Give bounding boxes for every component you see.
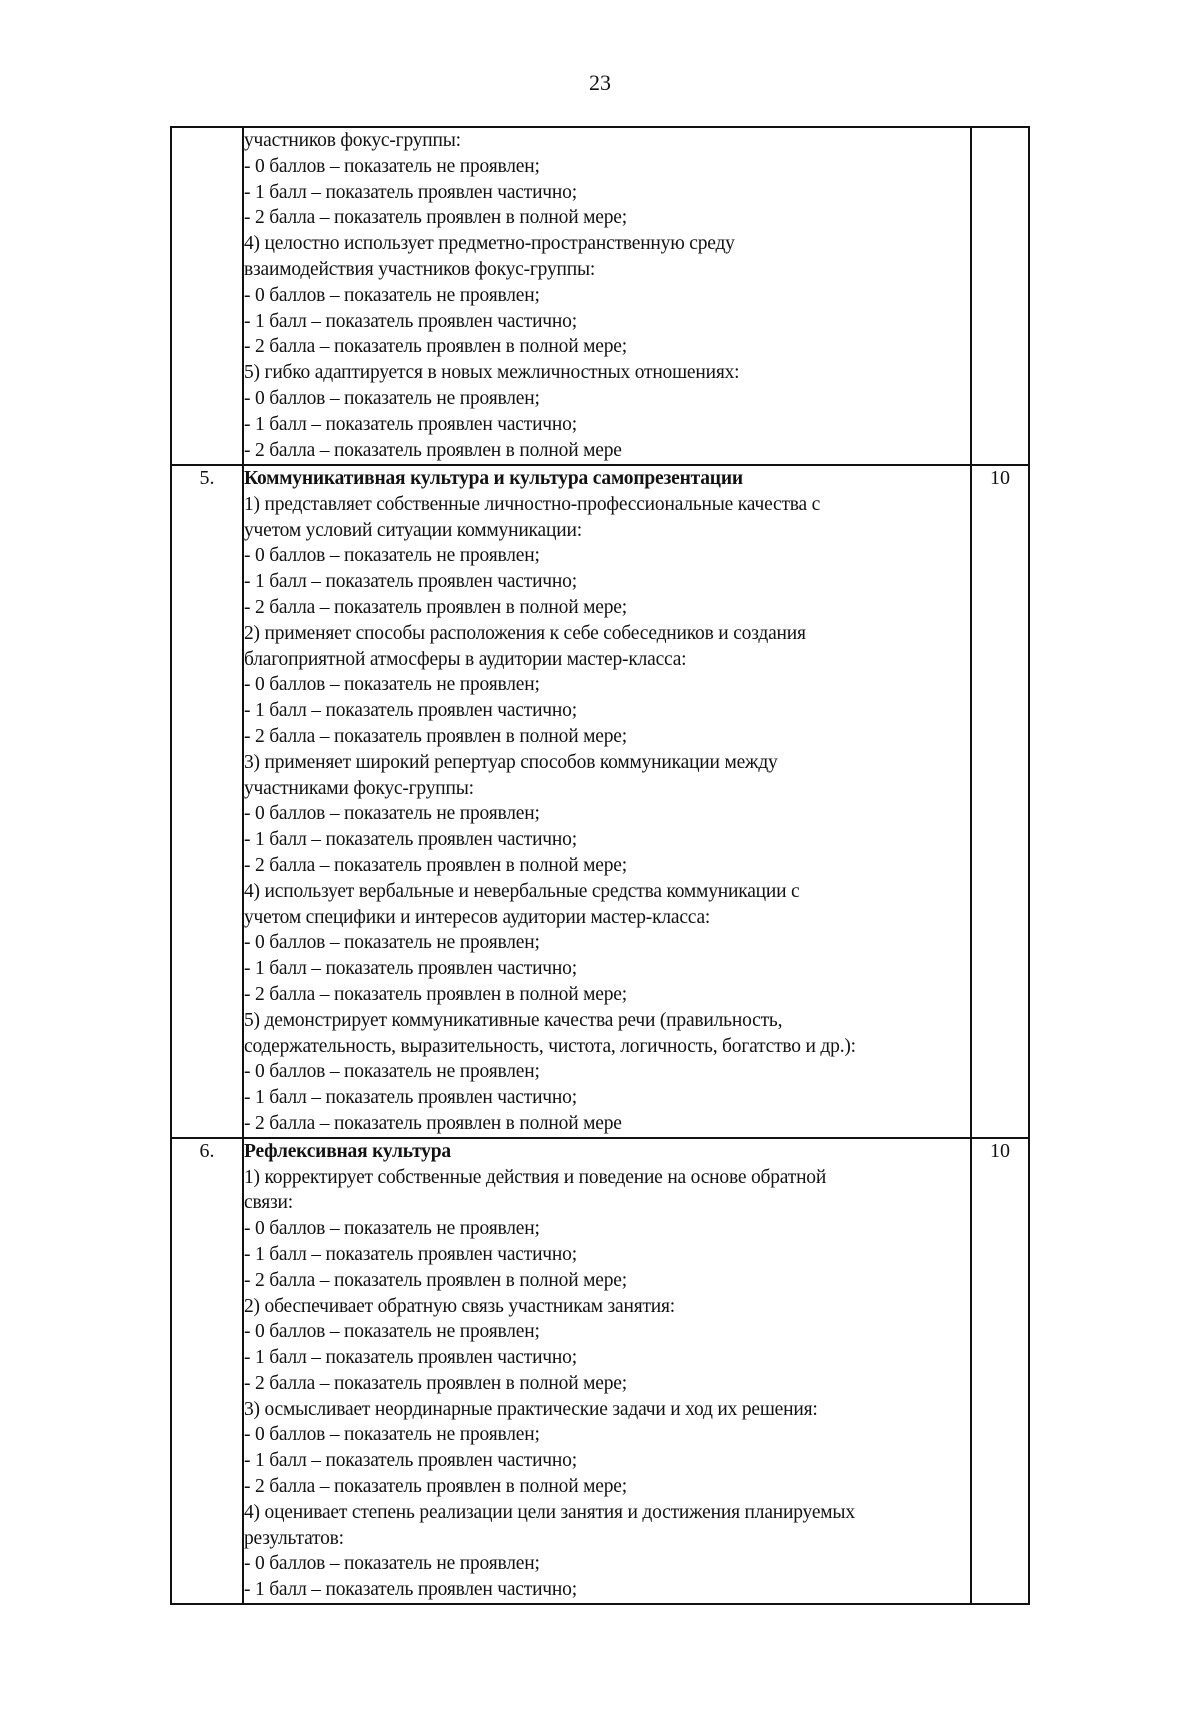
criterion-line: 4) целостно использует предметно-пространственную среду [244,233,735,255]
criterion-line: 5) гибко адаптируется в новых межличностных отношениях: [244,362,740,384]
criterion-line: - 1 балл – показатель проявлен частично; [244,413,577,435]
criterion-line: содержательность, выразительность, чистота, логичность, богатство и др.): [244,1035,856,1057]
criterion-line: - 2 балла – показатель проявлен в полной мере; [244,596,627,618]
criterion-line: 2) обеспечивает обратную связь участникам занятия: [244,1295,676,1317]
criterion-line: - 2 балла – показатель проявлен в полной мере; [244,854,627,876]
criterion-line: 3) осмысливает неординарные практические задачи и ход их решения: [244,1398,818,1420]
criterion-line: - 2 балла – показатель проявлен в полной мере; [244,983,627,1005]
page-number: 23 [589,70,611,95]
row-number [171,127,243,465]
table-row [171,127,1029,465]
criteria-table [170,126,1030,1605]
criterion-line: - 0 баллов – показатель не проявлен; [244,932,540,954]
criterion-line: - 0 баллов – показатель не проявлен; [244,1553,540,1575]
criterion-line: участников фокус-группы: [244,130,461,151]
criterion-line: - 1 балл – показатель проявлен частично; [244,1347,577,1369]
criterion-line: - 2 балла – показатель проявлен в полной мере; [244,1372,627,1394]
criterion-line: - 1 балл – показатель проявлен частично; [244,1579,577,1601]
criterion-line: - 0 баллов – показатель не проявлен; [244,284,540,306]
criterion-line: - 0 баллов – показатель не проявлен; [244,155,540,177]
criterion-line: 4) использует вербальные и невербальные средства коммуникации с [244,880,800,902]
criterion-line: - 0 баллов – показатель не проявлен; [244,803,540,825]
row-number: 6. [171,1138,243,1604]
criterion-description [243,465,971,1138]
criterion-line: - 2 балла – показатель проявлен в полной мере [244,1112,622,1134]
criterion-description [243,1138,971,1604]
criterion-line: - 1 балл – показатель проявлен частично; [244,571,577,593]
criterion-line: - 2 балла – показатель проявлен в полной мере; [244,725,627,747]
criterion-line: 4) оценивает степень реализации цели занятия и достижения планируемых [244,1501,855,1523]
row-number: 5. [171,465,243,1138]
criterion-line: учетом условий ситуации коммуникации: [244,519,582,541]
criterion-line: - 0 баллов – показатель не проявлен; [244,674,540,696]
criterion-line: - 1 балл – показатель проявлен частично; [244,181,577,203]
criterion-description [243,127,971,465]
criterion-line: - 1 балл – показатель проявлен частично; [244,1087,577,1109]
criterion-line: 2) применяет способы расположения к себе собеседников и создания [244,622,806,644]
criterion-line: - 1 балл – показатель проявлен частично; [244,829,577,851]
criterion-heading: Рефлексивная культура [244,1140,451,1162]
table-row [171,465,1029,1138]
criterion-line: - 1 балл – показатель проявлен частично; [244,700,577,722]
criterion-line: - 2 балла – показатель проявлен в полной мере; [244,1269,627,1291]
criterion-line: - 1 балл – показатель проявлен частично; [244,1243,577,1265]
criterion-line: связи: [244,1192,293,1214]
criterion-line: - 0 баллов – показатель не проявлен; [244,1424,540,1446]
criterion-line: благоприятной атмосферы в аудитории мастер-класса: [244,648,687,670]
criterion-heading: Коммуникативная культура и культура самопрезентации [244,468,743,489]
criterion-line: - 0 баллов – показатель не проявлен; [244,387,540,409]
criterion-line: - 0 баллов – показатель не проявлен; [244,545,540,567]
max-score: 10 [971,465,1029,1138]
criterion-line: - 0 баллов – показатель не проявлен; [244,1218,540,1240]
criterion-line: - 2 балла – показатель проявлен в полной мере; [244,207,627,229]
criterion-line: участниками фокус-группы: [244,777,474,799]
criterion-line: 1) представляет собственные личностно-профессиональные качества с [244,493,821,515]
criterion-line: - 2 балла – показатель проявлен в полной мере; [244,1476,627,1498]
criterion-line: - 2 балла – показатель проявлен в полной мере [244,439,622,461]
max-score: 10 [971,1138,1029,1604]
criterion-line: 3) применяет широкий репертуар способов коммуникации между [244,751,778,773]
criterion-line: взаимодействия участников фокус-группы: [244,258,596,280]
criterion-line: - 1 балл – показатель проявлен частично; [244,958,577,980]
max-score [971,127,1029,465]
criterion-line: - 2 балла – показатель проявлен в полной мере; [244,336,627,358]
criterion-line: - 0 баллов – показатель не проявлен; [244,1321,540,1343]
criterion-line: результатов: [244,1527,344,1549]
criterion-line: учетом специфики и интересов аудитории мастер-класса: [244,906,711,928]
criterion-line: - 0 баллов – показатель не проявлен; [244,1061,540,1083]
criterion-line: - 1 балл – показатель проявлен частично; [244,310,577,332]
criterion-line: 5) демонстрирует коммуникативные качества речи (правильность, [244,1009,783,1031]
criterion-line: - 1 балл – показатель проявлен частично; [244,1450,577,1472]
criterion-line: 1) корректирует собственные действия и поведение на основе обратной [244,1166,827,1188]
table-row [171,1138,1029,1604]
